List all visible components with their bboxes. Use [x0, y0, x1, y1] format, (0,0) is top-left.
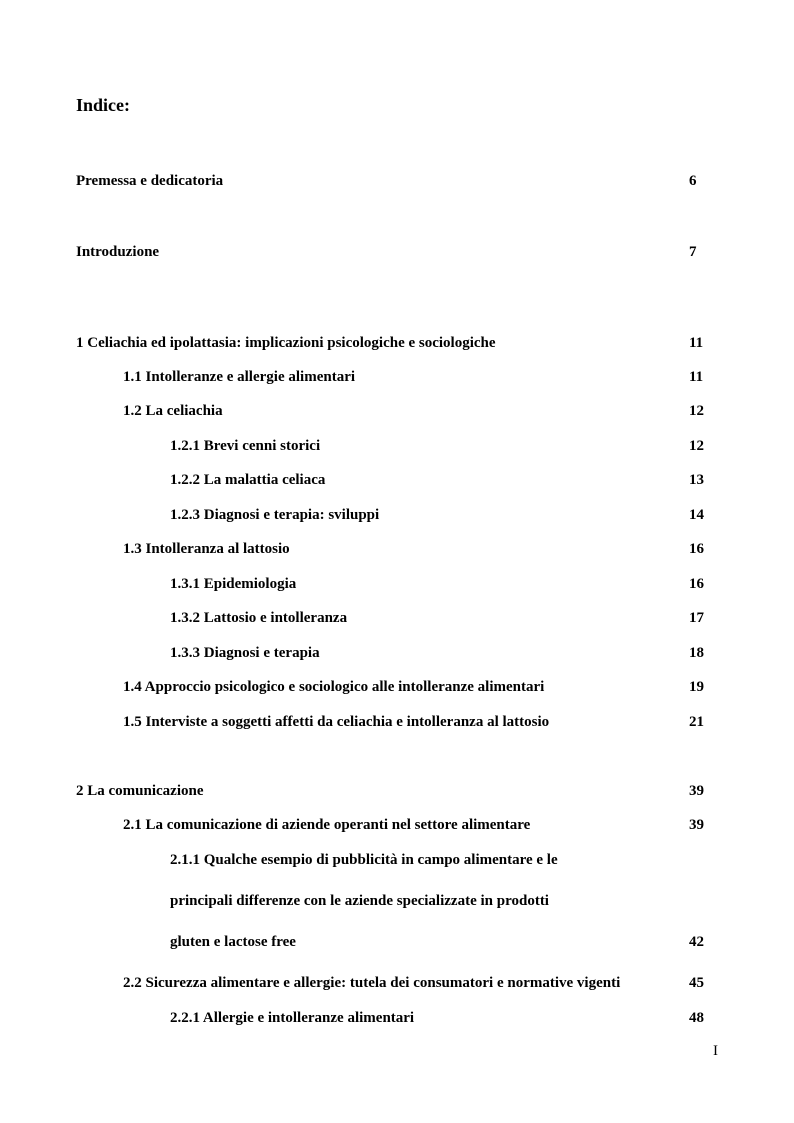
toc-entry-text: 2.2 Sicurezza alimentare e allergie: tutela dei consumatori e normative vigenti: [123, 975, 621, 991]
toc-entry-text: 1 Celiachia ed ipolattasia: implicazioni psicologiche e sociologiche: [76, 335, 496, 351]
toc-entry-page: 6: [689, 173, 697, 189]
toc-section-1-5[interactable]: [0, 712, 794, 732]
toc-entry-text: 1.2 La celiachia: [123, 403, 223, 419]
toc-subsection-1-2-2[interactable]: [0, 470, 794, 490]
toc-entry-text: 2.2.1 Allergie e intolleranze alimentari: [170, 1010, 415, 1026]
toc-entry-text: 1.4 Approccio psicologico e sociologico alle intolleranze alimentari: [123, 679, 545, 695]
toc-subsection-2-1-1-line-1[interactable]: [0, 850, 794, 870]
page-title: Indice:: [76, 95, 130, 115]
toc-subsection-2-1-1-line-2[interactable]: [0, 891, 794, 911]
toc-entry-text: 1.3 Intolleranza al lattosio: [123, 541, 290, 557]
toc-entry-page: 12: [689, 403, 704, 419]
toc-chapter-1[interactable]: [0, 333, 794, 353]
toc-entry-page: 11: [689, 335, 704, 351]
toc-entry-text: 1.2.2 La malattia celiaca: [170, 472, 326, 488]
toc-entry-page: 21: [689, 714, 704, 730]
toc-entry-page: 12: [689, 438, 704, 454]
toc-entry-page: 19: [689, 679, 704, 695]
toc-entry-text: 1.3.2 Lattosio e intolleranza: [170, 610, 348, 626]
toc-entry-text: 1.2.1 Brevi cenni storici: [170, 438, 321, 454]
toc-entry-page: 14: [689, 507, 704, 523]
toc-entry-text: 1.3.1 Epidemiologia: [170, 576, 297, 592]
toc-subsection-1-3-1[interactable]: [0, 574, 794, 594]
toc-subsection-2-1-1-line-3[interactable]: [0, 932, 794, 952]
toc-entry-text: 1.2.3 Diagnosi e terapia: sviluppi: [170, 507, 380, 523]
page-number: I: [713, 1043, 718, 1059]
toc-section-1-2[interactable]: [0, 401, 794, 421]
toc-section-1-1[interactable]: [0, 367, 794, 387]
toc-section-2-2[interactable]: [0, 973, 794, 993]
toc-entry-text: 1.3.3 Diagnosi e terapia: [170, 645, 320, 661]
toc-entry-page: 16: [689, 541, 704, 557]
toc-entry-page: 7: [689, 244, 697, 260]
toc-subsection-1-2-1[interactable]: [0, 436, 794, 456]
toc-entry-page: 45: [689, 975, 704, 991]
toc-entry-premessa[interactable]: [0, 171, 794, 191]
toc-entry-text: 2.1 La comunicazione di aziende operanti nel settore alimentare: [123, 817, 531, 833]
toc-entry-text: 2 La comunicazione: [76, 783, 204, 799]
toc-entry-text: Premessa e dedicatoria: [76, 173, 224, 189]
toc-entry-page: 39: [689, 783, 704, 799]
toc-entry-text: Introduzione: [76, 244, 160, 260]
toc-subsection-2-2-1[interactable]: [0, 1008, 794, 1028]
toc-section-1-3[interactable]: [0, 539, 794, 559]
toc-section-1-4[interactable]: [0, 677, 794, 697]
toc-entry-text: principali differenze con le aziende specializzate in prodotti: [170, 893, 549, 909]
toc-chapter-2[interactable]: [0, 781, 794, 801]
toc-entry-page: 39: [689, 817, 704, 833]
toc-entry-page: 11: [689, 369, 704, 385]
toc-subsection-1-2-3[interactable]: [0, 505, 794, 525]
toc-entry-text: gluten e lactose free: [170, 934, 296, 950]
toc-entry-page: 42: [689, 934, 704, 950]
toc-entry-introduzione[interactable]: [0, 242, 794, 262]
toc-entry-text: 2.1.1 Qualche esempio di pubblicità in campo alimentare e le: [170, 852, 558, 868]
toc-entry-page: 16: [689, 576, 704, 592]
toc-entry-page: 18: [689, 645, 704, 661]
toc-entry-text: 1.1 Intolleranze e allergie alimentari: [123, 369, 356, 385]
toc-entry-page: 17: [689, 610, 704, 626]
toc-entry-text: 1.5 Interviste a soggetti affetti da celiachia e intolleranza al lattosio: [123, 714, 550, 730]
toc-subsection-1-3-3[interactable]: [0, 643, 794, 663]
toc-entry-page: 48: [689, 1010, 704, 1026]
toc-entry-page: 13: [689, 472, 704, 488]
toc-section-2-1[interactable]: [0, 815, 794, 835]
toc-subsection-1-3-2[interactable]: [0, 608, 794, 628]
